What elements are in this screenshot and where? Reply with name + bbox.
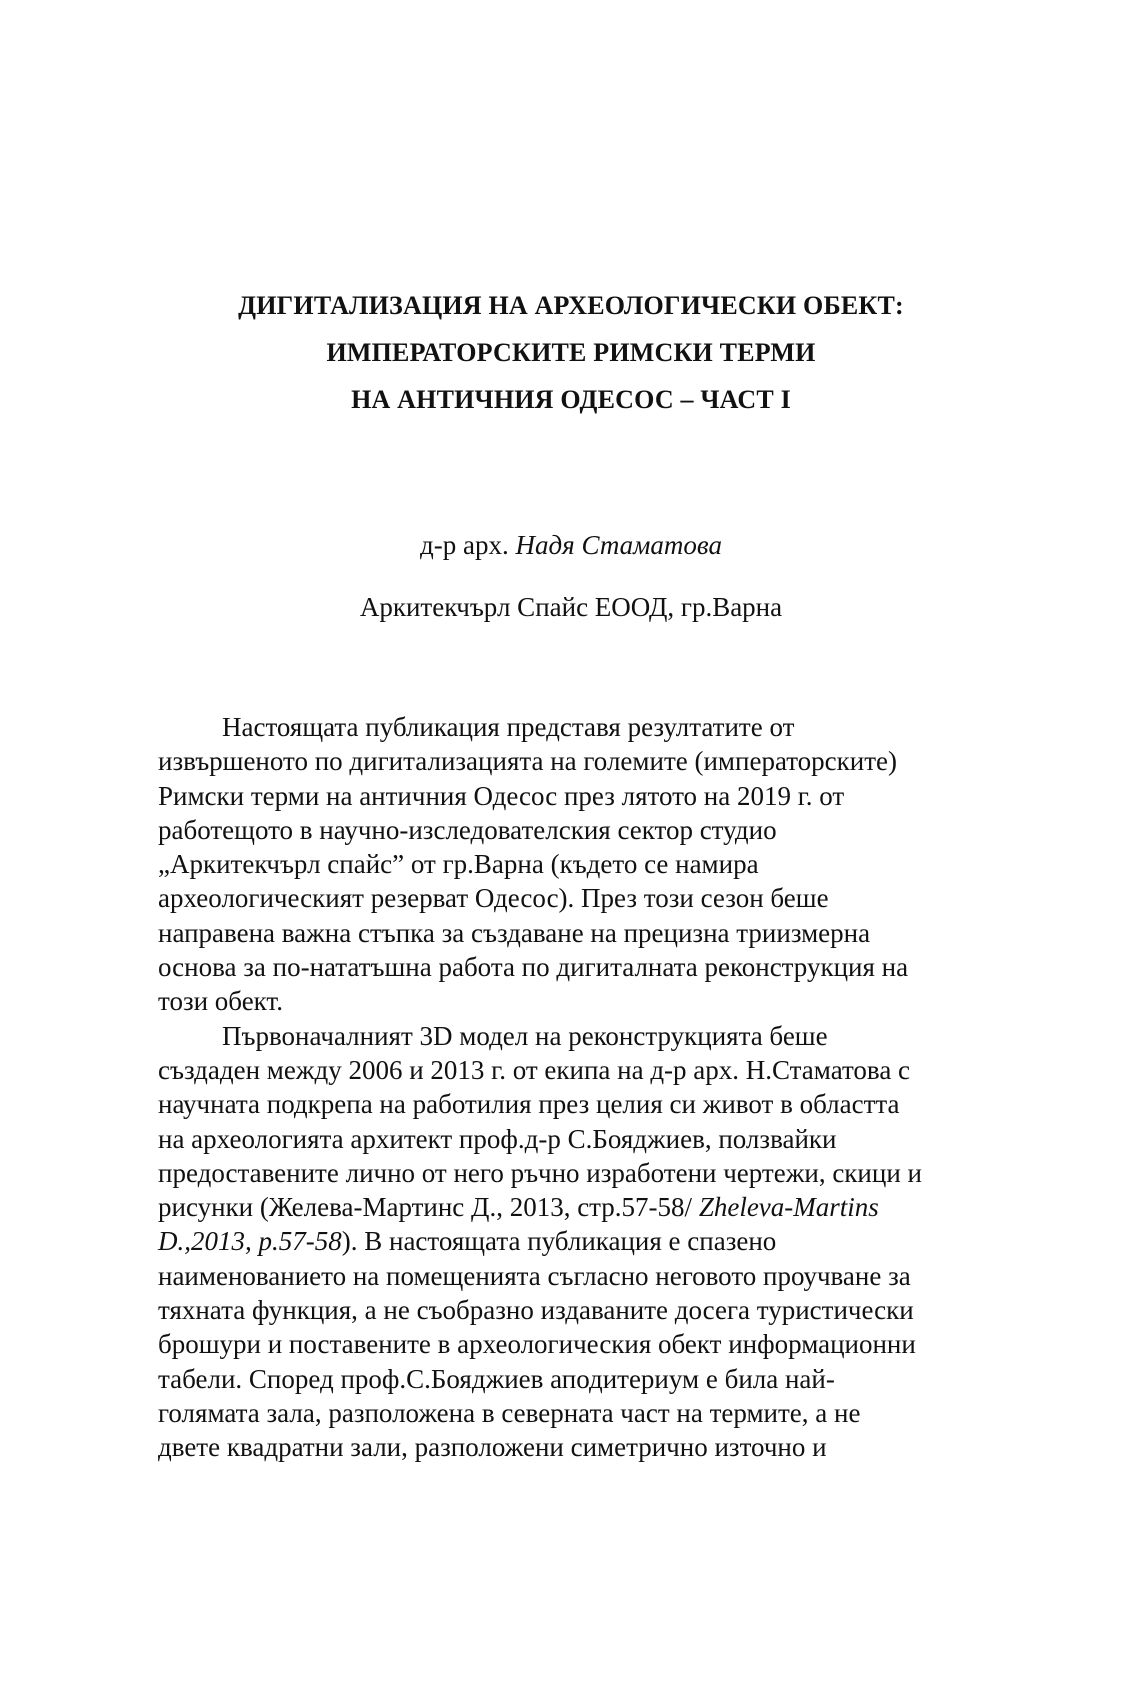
author-line [0, 528, 1142, 562]
paragraph-1-line: извършеното по дигитализацията на големите (императорските) [158, 746, 897, 777]
paragraph-1-line: основа за по-нататъшна работа по дигиталната реконструкция на [158, 952, 909, 983]
citation-text: ). В настоящата публикация е спазено [341, 1226, 777, 1257]
title-line-2: ИМПЕРАТОРСКИТЕ РИМСКИ ТЕРМИ [326, 338, 816, 367]
paragraph-2-line: Първоначалният 3D модел на реконструкцията беше [222, 1020, 828, 1051]
paragraph-2-line: наименованието на помещенията съгласно неговото проучване за [158, 1260, 911, 1291]
paragraph-1-line: Настоящата публикация представя резултатите от [222, 712, 795, 742]
citation-latin: D.,2013, p.57-58 [158, 1226, 342, 1257]
body-text [158, 710, 1028, 1465]
paragraph-1-line: направена важна стъпка за създаване на прецизна триизмерна [158, 917, 871, 948]
paragraph-1-line: този обект. [158, 986, 283, 1017]
citation-text: рисунки (Желева-Мартинс Д., 2013, стр.57-58/ [158, 1192, 699, 1223]
citation-latin: Zheleva-Martins [698, 1192, 879, 1223]
author-prefix: д-р арх. [420, 530, 509, 560]
paragraph-2-line: брошури и поставените в археологическия обект информационни [158, 1329, 916, 1360]
paragraph-2-line: двете квадратни зали, разположени симетрично източно и [158, 1432, 827, 1463]
paragraph-2-line: тяхната функция, а не съобразно издаваните досега туристически [158, 1295, 914, 1326]
paragraph-2-line-citation [158, 1224, 1028, 1258]
paragraph-2-line: научната подкрепа на работилия през целия си живот в областта [158, 1089, 900, 1120]
paragraph-1-line: работещото в научно-изследователския сектор студио [158, 814, 777, 845]
paragraph-2-line: създаден между 2006 и 2013 г. от екипа на д-р арх. Н.Стаматова с [158, 1054, 911, 1085]
paragraph-2-line: предоставените лично от него ръчно изработени чертежи, скици и [158, 1157, 922, 1188]
title-line-1: ДИГИТАЛИЗАЦИЯ НА АРХЕОЛОГИЧЕСКИ ОБЕКТ: [238, 291, 904, 320]
paper-title [0, 282, 1142, 423]
author-name: Надя Стаматова [515, 530, 722, 560]
paragraph-2-line: на археологията архитект проф.д-р С.Бояджиев, ползвайки [158, 1123, 837, 1154]
paragraph-1-line: археологическият резерват Одесос). През този сезон беше [158, 883, 829, 914]
paragraph-1-line: Римски терми на античния Одесос през лятото на 2019 г. от [158, 780, 845, 811]
paragraph-1-line: „Аркитекчърл спайс” от гр.Варна (където се намира [158, 849, 759, 880]
paragraph-2-line: табели. Според проф.С.Бояджиев аподитериум е била най- [158, 1363, 835, 1394]
title-line-3: НА АНТИЧНИЯ ОДЕСОС – ЧАСТ I [351, 385, 791, 414]
paragraph-2-line-citation [158, 1190, 1028, 1224]
affiliation: Аркитекчърл Спайс ЕООД, гр.Варна [359, 592, 783, 622]
paragraph-2-line: голямата зала, разположена в северната част на термите, а не [158, 1397, 861, 1428]
